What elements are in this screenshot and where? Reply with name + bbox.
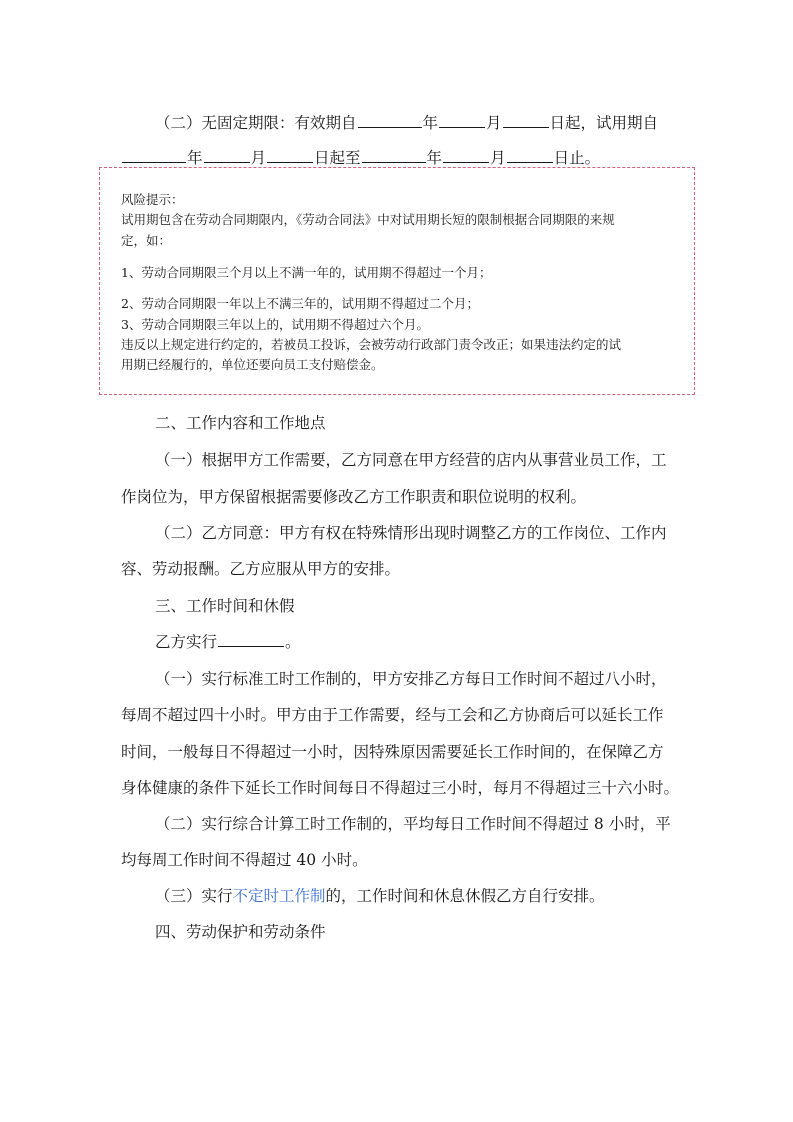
year-blank[interactable] (358, 113, 422, 128)
probation-day-to-label: 日起至 (314, 149, 361, 167)
probation-end-month-blank[interactable] (443, 148, 489, 163)
work-system-blank[interactable] (218, 632, 284, 647)
section-3-p1-line1: （一）实行标准工时工作制的，甲方安排乙方每日工作时间不超过八小时， (155, 670, 667, 688)
p3-suffix: 的，工作时间和休息休假乙方自行安排。 (325, 887, 605, 905)
day-start-label: 日起，试用期自 (549, 114, 659, 132)
probation-day-blank[interactable] (267, 148, 313, 163)
probation-month-blank[interactable] (204, 148, 250, 163)
month-blank[interactable] (439, 113, 485, 128)
probation-end-month-label: 月 (490, 149, 506, 167)
risk-tip-warning-1: 违反以上规定进行约定的，若被员工投诉，会被劳动行政部门责令改正；如果违法约定的试 (121, 337, 622, 352)
p3-prefix: （三）实行 (155, 887, 233, 905)
section-3-p1-line2: 每周不超过四十小时。甲方由于工作需要，经与工会和乙方协商后可以延长工作 (121, 706, 664, 724)
fixed-term-line-1 (155, 113, 658, 133)
risk-tip-item-1: 1、劳动合同期限三个月以上不满一年的，试用期不得超过一个月； (121, 265, 492, 280)
risk-tip-title: 风险提示： (121, 192, 184, 207)
risk-tip-warning-2: 用期已经履行的，单位还要向员工支付赔偿金。 (121, 357, 384, 372)
probation-month-label: 月 (250, 149, 267, 167)
probation-end-day-blank[interactable] (507, 148, 553, 163)
risk-tip-intro-1: 试用期包含在劳动合同期限内，《劳动合同法》中对试用期长短的限制根据合同期限的来规 (121, 212, 615, 227)
section-2-heading: 二、工作内容和工作地点 (155, 414, 326, 432)
risk-tip-item-2: 2、劳动合同期限一年以上不满三年的，试用期不得超过二个月； (121, 296, 479, 311)
section-2-p1-line2: 作岗位为，甲方保留根据需要修改乙方工作职责和职位说明的权利。 (121, 488, 587, 506)
implement-suffix: 。 (285, 633, 301, 651)
year-label: 年 (422, 114, 439, 132)
section-2-p2-line1: （二）乙方同意：甲方有权在特殊情形出现时调整乙方的工作岗位、工作内 (155, 524, 667, 542)
risk-tip-item-3: 3、劳动合同期限三年以上的，试用期不得超过六个月。 (121, 317, 429, 332)
implement-prefix: 乙方实行 (155, 633, 218, 651)
section-4-heading: 四、劳动保护和劳动条件 (155, 923, 326, 941)
risk-tip-intro-2: 定，如： (121, 233, 172, 248)
section-3-p2-line1: （二）实行综合计算工时工作制的，平均每日工作时间不得超过 8 小时，平 (155, 815, 671, 833)
section-3-p3-line (155, 886, 605, 906)
day-blank[interactable] (503, 113, 549, 128)
section-2-p2-line2: 容、劳动报酬。乙方应服从甲方的安排。 (121, 560, 401, 578)
section-3-heading: 三、工作时间和休假 (155, 597, 295, 615)
section-2-p1-line1: （一）根据甲方工作需要，乙方同意在甲方经营的店内从事营业员工作，工 (155, 451, 667, 469)
probation-end-day-label: 日止。 (553, 149, 601, 167)
section-3-p1-line4: 身体健康的条件下延长工作时间每日不得超过三小时，每月不得超过三十六小时。 (121, 779, 680, 797)
section-3-implement-line (155, 632, 301, 652)
fixed-term-prefix: （二）无固定期限：有效期自 (155, 114, 357, 132)
probation-end-year-label: 年 (426, 149, 443, 167)
probation-end-year-blank[interactable] (362, 148, 426, 163)
section-3-p1-line3: 时间，一般每日不得超过一小时，因特殊原因需要延长工作时间的，在保障乙方 (121, 743, 664, 761)
section-3-p2-line2: 均每周工作时间不得超过 40 小时。 (121, 851, 368, 869)
month-label: 月 (486, 114, 502, 132)
probation-year-label: 年 (187, 149, 203, 167)
fixed-term-line-2 (121, 148, 600, 168)
flexible-hours-link[interactable]: 不定时工作制 (232, 887, 326, 905)
probation-year-blank[interactable] (122, 148, 186, 163)
